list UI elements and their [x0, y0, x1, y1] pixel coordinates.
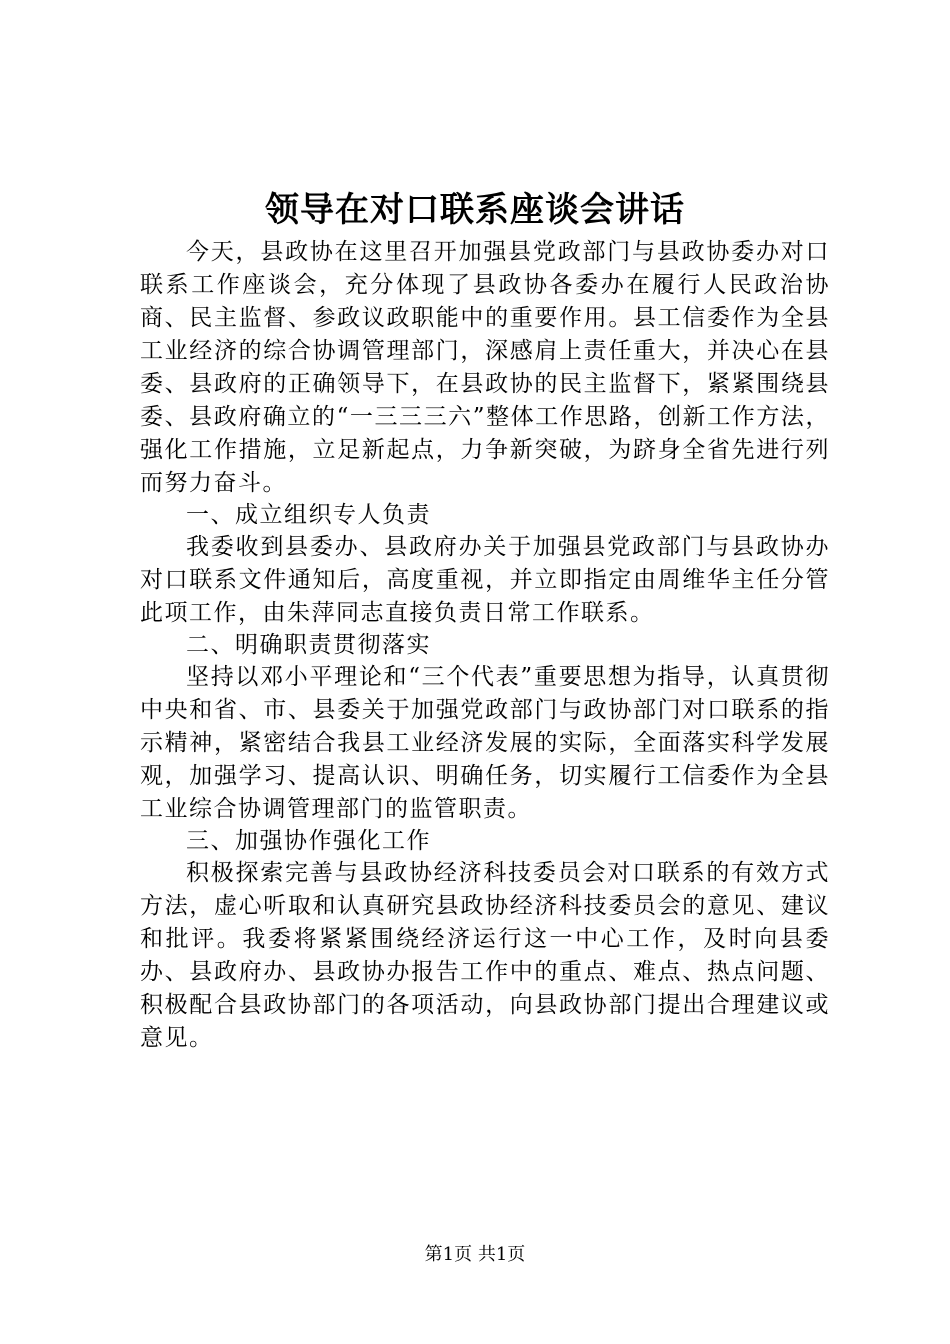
page-footer: 第1页 共1页 — [424, 1244, 526, 1265]
intro-paragraph: 今天，县政协在这里召开加强县党政部门与县政协委办对口联系工作座谈会，充分体现了县政协各委办在履行人民政治协商、民主监督、参政议政职能中的重要作用。县工信委作为全县工业经济的综合协调管理部门，深感肩上责任重大，并决心在县委、县政府的正确领导下，在县政协的民主监督下，紧紧围绕县委、县政府确立的“一三三三六”整体工作思路，创新工作方法，强化工作措施，立足新起点，力争新突破，为跻身全省先进行列而努力奋斗。 — [140, 239, 830, 496]
document-title: 领导在对口联系座谈会讲话 — [265, 190, 685, 230]
section-paragraph-1: 我委收到县委办、县政府办关于加强县党政部门与县政协办对口联系文件通知后，高度重视，并立即指定由周维华主任分管此项工作，由朱萍同志直接负责日常工作联系。 — [140, 534, 830, 626]
section-paragraph-3: 积极探索完善与县政协经济科技委员会对口联系的有效方式方法，虚心听取和认真研究县政协经济科技委员会的意见、建议和批评。我委将紧紧围绕经济运行这一中心工作，及时向县委办、县政府办、县政协办报告工作中的重点、难点、热点问题、积极配合县政协部门的各项活动，向县政协部门提出合理建议或意见。 — [140, 860, 830, 1051]
section-paragraph-2: 坚持以邓小平理论和“三个代表”重要思想为指导，认真贯彻中央和省、市、县委关于加强党政部门与政协部门对口联系的指示精神，紧密结合我县工业经济发展的实际，全面落实科学发展观，加强学习、提高认识、明确任务，切实履行工信委作为全县工业综合协调管理部门的监管职责。 — [140, 664, 830, 822]
section-heading-2: 二、明确职责贯彻落实 — [186, 632, 431, 658]
document-body — [140, 236, 830, 1055]
section-heading-3: 三、加强协作强化工作 — [186, 828, 431, 854]
section-heading-1: 一、成立组织专人负责 — [186, 502, 431, 528]
